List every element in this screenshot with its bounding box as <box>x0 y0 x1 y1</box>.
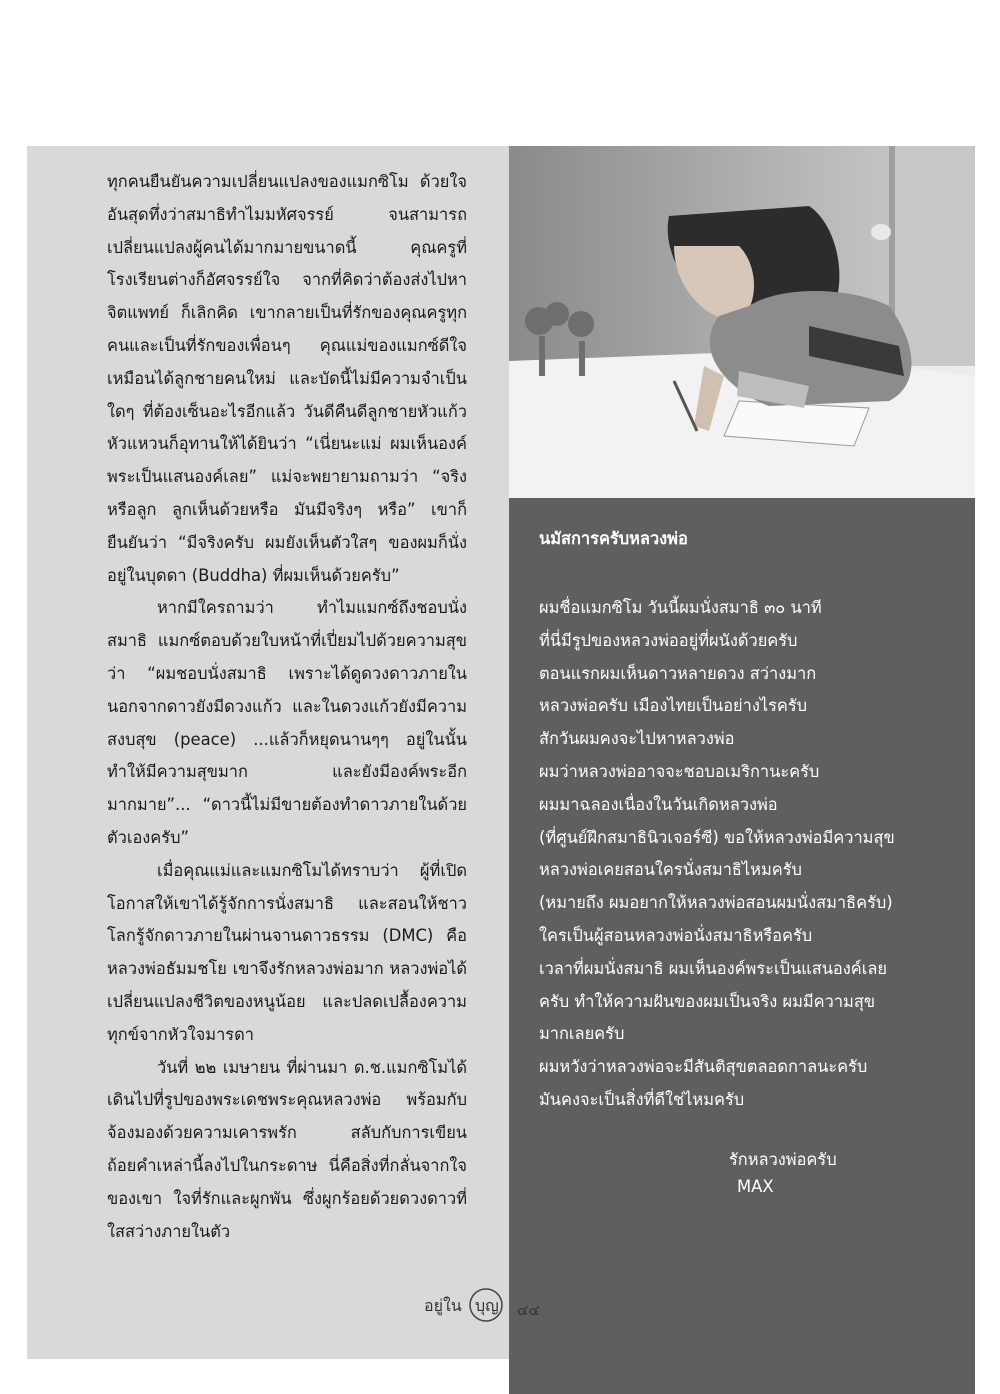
article-text <box>107 166 467 1248</box>
letter-line: หลวงพ่อเคยสอนใครนั่งสมาธิไหมครับ <box>539 860 802 880</box>
article-paragraph: วันที่ ๒๒ เมษายน ที่ผ่านมา ด.ช.แมกซิโมได้เดินไปที่รูปของพระเดชพระคุณหลวงพ่อ พร้อมกับจ้องมองด้วยความเคารพรัก สลับกับการเขียนถ้อยคำเหล่านี้ลงไปในกระดาษ นี่คือสิ่งที่กลั่นจากใจของเขา ใจที่รักและผูกพัน ซึ่งผูกร้อยด้วยดวงดาวที่ใสสว่างภายในตัว <box>107 1057 467 1241</box>
letter-line: ผมหวังว่าหลวงพ่อจะมีสันติสุขตลอดกาลนะครับ <box>539 1057 868 1077</box>
letter-line: สักวันผมคงจะไปหาหลวงพ่อ <box>539 729 735 749</box>
letter-line: ผมว่าหลวงพ่ออาจจะชอบอเมริกานะครับ <box>539 761 820 781</box>
boy-writing-photo <box>509 146 975 498</box>
letter-line: (ที่ศูนย์ฝึกสมาธินิวเจอร์ซี) ขอให้หลวงพ่อมีความสุข <box>539 827 895 847</box>
logo-mark <box>420 1285 516 1325</box>
letter-greeting: นมัสการครับหลวงพ่อ <box>539 529 688 548</box>
article-paragraph: ทุกคนยืนยันความเปลี่ยนแปลงของแมกซิโม ด้วยใจอันสุดทึ่งว่าสมาธิทำไมมหัศจรรย์ จนสามารถเปลี่ยนแปลงผู้คนได้มากมายขนาดนี้ คุณครูที่โรงเรียนต่างก็อัศจรรย์ใจ จากที่คิดว่าต้องส่งไปหาจิตแพทย์ ก็เลิกคิด เขากลายเป็นที่รักของคุณครูทุกคนและเป็นที่รักของเพื่อนๆ คุณแม่ของแมกซ์ดีใจเหมือนได้ลูกชายคนใหม่ และบัดนี้ไม่มีความจำเป็นใดๆ ที่ต้องเซ็นอะไรอีกแล้ว วันดีคืนดีลูกชายหัวแก้วหัวแหวนก็อุทานให้ได้ยินว่า “เนี่ยนะแม่ ผมเห็นองค์พระเป็นแสนองค์เลย” แม่จะพยายามถามว่า “จริงหรือลูก ลูกเห็นด้วยหรือ มันมีจริงๆ หรือ” เขาก็ยืนยันว่า “มีจริงครับ ผมยังเห็นตัวใสๆ ของผมก็นั่งอยู่ในบุดดา (Buddha) ที่ผมเห็นด้วยครับ” <box>107 172 467 585</box>
article-paragraph: เมื่อคุณแม่และแมกซิโมได้ทราบว่า ผู้ที่เปิดโอกาสให้เขาได้รู้จักการนั่งสมาธิ และสอนให้ชาวโลกรู้จักดาวภายในผ่านจานดาวธรรม (DMC) คือหลวงพ่อธัมมชโย เขาจึงรักหลวงพ่อมาก หลวงพ่อได้เปลี่ยนแปลงชีวิตของหนูน้อย และปลดเปลื้องความทุกข์จากหัวใจมารดา <box>107 860 467 1044</box>
letter-signature: MAX <box>737 1177 774 1196</box>
letter-line: มากเลยครับ <box>539 1024 625 1044</box>
letter-line: หลวงพ่อครับ เมืองไทยเป็นอย่างไรครับ <box>539 696 808 716</box>
content-panel <box>27 146 975 1359</box>
letter-box <box>509 498 975 1394</box>
letter-line: ตอนแรกผมเห็นดาวหลายดวง สว่างมาก <box>539 663 817 683</box>
article-paragraph: หากมีใครถามว่า ทำไมแมกซ์ถึงชอบนั่งสมาธิ แมกซ์ตอบด้วยใบหน้าที่เปี่ยมไปด้วยความสุขว่า “ผมชอบนั่งสมาธิ เพราะได้ดูดวงดาวภายในนอกจากดาวยังมีดวงแก้ว และในดวงแก้วยังมีความสงบสุข (peace) ...แล้วก็หยุดนานๆๆ อยู่ในนั้น ทำให้มีความสุขมาก และยังมีองค์พระอีกมากมาย”... “ดาวนี้ไม่มีขายต้องทำดาวภายในด้วยตัวเองครับ” <box>107 598 467 847</box>
photo-illustration <box>509 146 975 498</box>
letter-line: มันคงจะเป็นสิ่งที่ดีใช่ไหมครับ <box>539 1089 745 1109</box>
letter-line: ครับ ทำให้ความฝันของผมเป็นจริง ผมมีความสุข <box>539 991 876 1011</box>
letter-closing: รักหลวงพ่อครับ <box>729 1150 837 1169</box>
letter-line: (หมายถึง ผมอยากให้หลวงพ่อสอนผมนั่งสมาธิครับ) <box>539 893 893 913</box>
svg-text:บุญ: บุญ <box>475 1296 499 1315</box>
letter-line: เวลาที่ผมนั่งสมาธิ ผมเห็นองค์พระเป็นแสนองค์เลย <box>539 958 887 978</box>
letter-line: ผมมาฉลองเนื่องในวันเกิดหลวงพ่อ <box>539 794 778 814</box>
letter-line: ผมชื่อแมกซิโม วันนี้ผมนั่งสมาธิ ๓๐ นาที <box>539 598 822 617</box>
magazine-logo <box>420 1285 600 1325</box>
letter-body <box>539 592 959 1117</box>
svg-text:อยู่ใน: อยู่ใน <box>424 1296 462 1315</box>
page-number: ๔๔ <box>517 1301 540 1319</box>
letter-line: ใครเป็นผู้สอนหลวงพ่อนั่งสมาธิหรือครับ <box>539 925 813 945</box>
letter-line: ที่นี่มีรูปของหลวงพ่ออยู่ที่ผนังด้วยครับ <box>539 630 798 650</box>
